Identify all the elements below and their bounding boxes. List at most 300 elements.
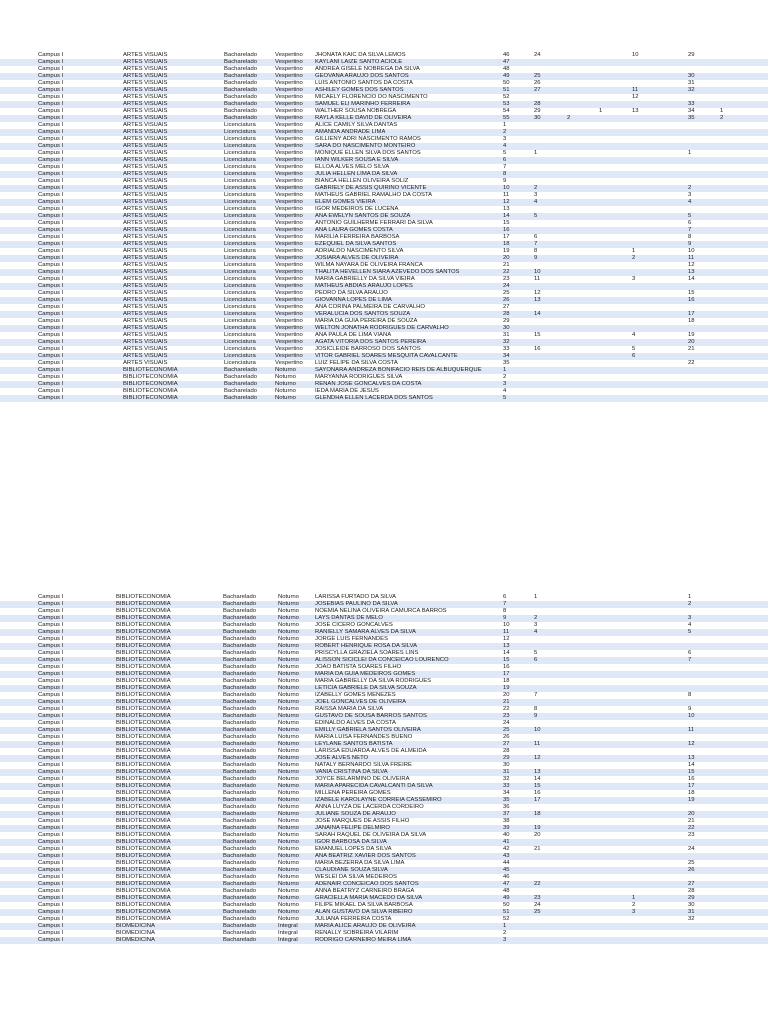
table-row [0,374,768,381]
table-row [0,339,768,346]
degree-cell: Licenciatura [224,276,256,282]
student-name-cell: LETICIA GABRIELE DA SILVA SOUZA [315,685,417,691]
table-row [0,157,768,164]
course-cell: BIBLIOTECONOMIA [116,839,171,845]
table-row [0,860,768,867]
table-section-1 [0,52,768,402]
course-cell: ARTES VISUAIS [123,122,168,128]
shift-cell: Vespertino [275,213,303,219]
course-cell: BIBLIOTECONOMIA [116,748,171,754]
course-cell: ARTES VISUAIS [123,276,168,282]
course-cell: ARTES VISUAIS [123,136,168,142]
table-row [0,59,768,66]
table-row [0,615,768,622]
campus-cell: Campus I [38,881,64,887]
table-row [0,94,768,101]
score-cell-6: 25 [688,860,695,866]
table-row [0,101,768,108]
rank-cell: 15 [503,657,510,663]
student-name-cell: GIOVANNA LOPES DE LIMA [315,297,392,303]
campus-cell: Campus I [38,783,64,789]
shift-cell: Noturno [278,643,299,649]
campus-cell: Campus I [38,720,64,726]
course-cell: BIBLIOTECONOMIA [116,685,171,691]
score-cell-6: 2 [688,601,692,607]
shift-cell: Integral [278,937,298,943]
shift-cell: Vespertino [275,108,303,114]
campus-cell: Campus I [38,171,64,177]
student-name-cell: THALITA HEVELLEN SIARA AZEVEDO DOS SANTOS [315,269,460,275]
campus-cell: Campus I [38,283,64,289]
score-cell-6: 29 [688,895,695,901]
score-cell-1: 5 [534,213,538,219]
course-cell: BIBLIOTECONOMIA [123,388,178,394]
campus-cell: Campus I [38,388,64,394]
course-cell: BIBLIOTECONOMIA [116,671,171,677]
rank-cell: 2 [503,374,507,380]
campus-cell: Campus I [38,713,64,719]
campus-cell: Campus I [38,318,64,324]
campus-cell: Campus I [38,199,64,205]
course-cell: BIOMEDICINA [116,930,155,936]
table-row [0,283,768,290]
score-cell-6: 22 [688,360,695,366]
degree-cell: Bacharelado [223,594,257,600]
table-row [0,129,768,136]
campus-cell: Campus I [38,636,64,642]
student-name-cell: IZABELLY GOMES MENEZES [315,692,396,698]
campus-cell: Campus I [38,825,64,831]
campus-cell: Campus I [38,776,64,782]
table-row [0,136,768,143]
campus-cell: Campus I [38,818,64,824]
degree-cell: Bacharelado [223,762,257,768]
table-row [0,818,768,825]
student-name-cell: ANA CORINA PALMEIRA DE CARVALHO [315,304,425,310]
shift-cell: Vespertino [275,269,303,275]
score-cell-1: 7 [534,241,538,247]
student-name-cell: JOYCE BELARMINO DE OLIVEIRA [315,776,410,782]
campus-cell: Campus I [38,332,64,338]
score-cell-6: 3 [688,615,692,621]
rank-cell: 34 [503,790,510,796]
score-cell-6: 24 [688,846,695,852]
student-name-cell: WESLEI DA SILVA MEDEIROS [315,874,397,880]
course-cell: BIBLIOTECONOMIA [116,664,171,670]
degree-cell: Licenciatura [224,213,256,219]
rank-cell: 7 [503,601,507,607]
shift-cell: Noturno [278,916,299,922]
student-name-cell: KAYLANI LAIZE SANTO ACIOLE [315,59,403,65]
table-row [0,360,768,367]
score-cell-6: 33 [688,101,695,107]
student-name-cell: NOEMIA NELINA OLIVEIRA CAMURCA BARROS [315,608,447,614]
campus-cell: Campus I [38,339,64,345]
degree-cell: Licenciatura [224,129,256,135]
student-name-cell: IEDA MARIA DE JESUS [315,388,379,394]
course-cell: BIBLIOTECONOMIA [116,755,171,761]
score-cell-6: 20 [688,811,695,817]
shift-cell: Noturno [278,804,299,810]
score-cell-1: 19 [534,825,541,831]
student-name-cell: BIANCA HELLEN OLIVEIRA SOLIZ [315,178,409,184]
rank-cell: 10 [503,185,510,191]
score-cell-6: 28 [688,888,695,894]
campus-cell: Campus I [38,923,64,929]
score-cell-6: 23 [688,832,695,838]
course-cell: BIBLIOTECONOMIA [116,888,171,894]
course-cell: ARTES VISUAIS [123,353,168,359]
rank-cell: 12 [503,199,510,205]
rank-cell: 52 [503,916,510,922]
student-name-cell: JANAINA FELIPE DELMIRO [315,825,390,831]
rank-cell: 26 [503,297,510,303]
shift-cell: Vespertino [275,339,303,345]
degree-cell: Licenciatura [224,283,256,289]
score-cell-1: 25 [534,73,541,79]
student-name-cell: JOSE MARQUES DE ASSIS FILHO [315,818,410,824]
student-name-cell: MARIA APARECIDA CAVALCANTI DA SILVA [315,783,433,789]
degree-cell: Bacharelado [223,685,257,691]
campus-cell: Campus I [38,930,64,936]
campus-cell: Campus I [38,671,64,677]
shift-cell: Noturno [278,769,299,775]
degree-cell: Licenciatura [224,185,256,191]
rank-cell: 1 [503,122,507,128]
student-name-cell: VANIA CRISTINA DA SILVA [315,769,388,775]
degree-cell: Bacharelado [224,52,258,58]
degree-cell: Bacharelado [223,797,257,803]
degree-cell: Bacharelado [223,741,257,747]
campus-cell: Campus I [38,185,64,191]
shift-cell: Vespertino [275,255,303,261]
table-row [0,594,768,601]
shift-cell: Vespertino [275,52,303,58]
student-name-cell: JOSICLEIDE BARROSO DOS SANTOS [315,346,421,352]
rank-cell: 19 [503,685,510,691]
rank-cell: 29 [503,318,510,324]
degree-cell: Bacharelado [223,930,257,936]
degree-cell: Bacharelado [223,755,257,761]
shift-cell: Vespertino [275,73,303,79]
shift-cell: Vespertino [275,311,303,317]
shift-cell: Vespertino [275,304,303,310]
shift-cell: Noturno [278,839,299,845]
table-row [0,73,768,80]
course-cell: BIOMEDICINA [116,937,155,943]
score-cell-7: 2 [720,115,724,121]
shift-cell: Noturno [278,825,299,831]
rank-cell: 3 [503,381,507,387]
score-cell-6: 7 [688,227,692,233]
shift-cell: Noturno [278,748,299,754]
student-name-cell: MARIA DA GUIA PEREIRA DE SOUZA [315,318,418,324]
table-row [0,790,768,797]
degree-cell: Bacharelado [224,101,258,107]
degree-cell: Bacharelado [224,374,258,380]
degree-cell: Licenciatura [224,122,256,128]
degree-cell: Bacharelado [223,874,257,880]
degree-cell: Bacharelado [223,909,257,915]
degree-cell: Bacharelado [223,804,257,810]
campus-cell: Campus I [38,66,64,72]
table-row [0,846,768,853]
rank-cell: 48 [503,888,510,894]
shift-cell: Noturno [278,601,299,607]
score-cell-6: 11 [688,255,695,261]
course-cell: ARTES VISUAIS [123,52,168,58]
rank-cell: 16 [503,664,510,670]
score-cell-6: 31 [688,909,695,915]
table-row [0,664,768,671]
degree-cell: Licenciatura [224,171,256,177]
student-name-cell: MARIA BEZERRA DA SILVA LIMA [315,860,405,866]
rank-cell: 3 [503,136,507,142]
student-name-cell: MARIA DA GUIA MEDEIROS GOMES [315,671,416,677]
student-name-cell: IGOR MEDEIROS DE LUCENA [315,206,399,212]
rank-cell: 20 [503,255,510,261]
student-name-cell: WALTHER SOUSA NOBREGA [315,108,397,114]
campus-cell: Campus I [38,699,64,705]
shift-cell: Noturno [278,860,299,866]
rank-cell: 35 [503,360,510,366]
table-row [0,332,768,339]
shift-cell: Noturno [278,734,299,740]
student-name-cell: RAISSA MARIA DA SILVA [315,706,384,712]
degree-cell: Licenciatura [224,325,256,331]
shift-cell: Vespertino [275,87,303,93]
campus-cell: Campus I [38,741,64,747]
course-cell: BIBLIOTECONOMIA [116,706,171,712]
degree-cell: Licenciatura [224,311,256,317]
campus-cell: Campus I [38,395,64,401]
student-name-cell: PRISCYLLA GRAZIELA SOARES LINS [315,650,419,656]
shift-cell: Vespertino [275,248,303,254]
score-cell-6: 13 [688,755,695,761]
student-name-cell: WILMA NAYARA DE OLIVEIRA FRANCA [315,262,423,268]
score-cell-6: 35 [688,115,695,121]
campus-cell: Campus I [38,94,64,100]
campus-cell: Campus I [38,192,64,198]
campus-cell: Campus I [38,227,64,233]
course-cell: BIBLIOTECONOMIA [116,727,171,733]
degree-cell: Bacharelado [223,923,257,929]
course-cell: BIBLIOTECONOMIA [116,601,171,607]
course-cell: BIBLIOTECONOMIA [116,811,171,817]
degree-cell: Bacharelado [223,615,257,621]
campus-cell: Campus I [38,262,64,268]
rank-cell: 49 [503,895,510,901]
score-cell-6: 22 [688,825,695,831]
table-row [0,720,768,727]
degree-cell: Licenciatura [224,220,256,226]
table-row [0,832,768,839]
degree-cell: Bacharelado [223,678,257,684]
score-cell-1: 13 [534,769,541,775]
course-cell: ARTES VISUAIS [123,94,168,100]
student-name-cell: ANNA BEATRYZ CARNEIRO BRAGA [315,888,415,894]
score-cell-1: 21 [534,846,541,852]
student-name-cell: LUIS ANTONIO SANTOS DA COSTA [315,80,413,86]
degree-cell: Bacharelado [224,66,258,72]
score-cell-4: 13 [632,108,639,114]
rank-cell: 4 [503,143,507,149]
shift-cell: Vespertino [275,122,303,128]
course-cell: BIBLIOTECONOMIA [116,832,171,838]
degree-cell: Bacharelado [223,720,257,726]
degree-cell: Licenciatura [224,234,256,240]
rank-cell: 22 [503,269,510,275]
shift-cell: Noturno [278,762,299,768]
student-name-cell: ANA LAURA GOMES COSTA [315,227,393,233]
degree-cell: Licenciatura [224,353,256,359]
score-cell-1: 4 [534,629,538,635]
rank-cell: 38 [503,818,510,824]
table-row [0,636,768,643]
student-name-cell: VERALUCIA DOS SANTOS SOUZA [315,311,411,317]
student-name-cell: ROBERT HENRIQUE ROSA DA SILVA [315,643,418,649]
degree-cell: Bacharelado [223,776,257,782]
table-row [0,671,768,678]
student-name-cell: NATALY BERNARDO SILVA FREIRE [315,762,412,768]
table-row [0,143,768,150]
degree-cell: Bacharelado [224,395,258,401]
score-cell-6: 26 [688,867,695,873]
degree-cell: Bacharelado [223,699,257,705]
rank-cell: 51 [503,87,510,93]
score-cell-1: 14 [534,311,541,317]
score-cell-6: 12 [688,741,695,747]
course-cell: BIBLIOTECONOMIA [116,678,171,684]
campus-cell: Campus I [38,122,64,128]
student-name-cell: MARIA GABRIELLY DA SILVA RODRIGUES [315,678,432,684]
campus-cell: Campus I [38,790,64,796]
score-cell-1: 16 [534,790,541,796]
shift-cell: Vespertino [275,129,303,135]
score-cell-6: 15 [688,290,695,296]
table-row [0,108,768,115]
campus-cell: Campus I [38,115,64,121]
course-cell: ARTES VISUAIS [123,171,168,177]
student-name-cell: GUSTAVO DE SOUSA BARROS SANTOS [315,713,427,719]
course-cell: ARTES VISUAIS [123,339,168,345]
score-cell-4: 2 [632,255,636,261]
degree-cell: Bacharelado [223,727,257,733]
shift-cell: Vespertino [275,185,303,191]
student-name-cell: SARA DO NASCIMENTO MONTEIRO [315,143,416,149]
score-cell-1: 15 [534,783,541,789]
campus-cell: Campus I [38,769,64,775]
rank-cell: 13 [503,643,510,649]
degree-cell: Bacharelado [223,783,257,789]
shift-cell: Vespertino [275,192,303,198]
score-cell-6: 14 [688,762,695,768]
degree-cell: Licenciatura [224,199,256,205]
table-row [0,685,768,692]
rank-cell: 49 [503,73,510,79]
campus-cell: Campus I [38,874,64,880]
degree-cell: Bacharelado [224,367,258,373]
campus-cell: Campus I [38,797,64,803]
course-cell: ARTES VISUAIS [123,255,168,261]
rank-cell: 46 [503,52,510,58]
course-cell: BIBLIOTECONOMIA [116,762,171,768]
score-cell-1: 13 [534,297,541,303]
student-name-cell: ANA BEATRIZ XAVIER DOS SANTOS [315,853,416,859]
rank-cell: 31 [503,332,510,338]
campus-cell: Campus I [38,297,64,303]
table-row [0,629,768,636]
campus-cell: Campus I [38,888,64,894]
score-cell-3: 1 [599,108,603,114]
table-row [0,388,768,395]
course-cell: ARTES VISUAIS [123,164,168,170]
campus-cell: Campus I [38,601,64,607]
table-row [0,923,768,930]
campus-cell: Campus I [38,206,64,212]
rank-cell: 21 [503,699,510,705]
table-row [0,353,768,360]
degree-cell: Bacharelado [224,87,258,93]
rank-cell: 17 [503,671,510,677]
campus-cell: Campus I [38,59,64,65]
table-row [0,853,768,860]
student-name-cell: ANTONIO GUILHERME FERRARI DA SILVA [315,220,433,226]
degree-cell: Licenciatura [224,332,256,338]
score-cell-6: 5 [688,213,692,219]
table-row [0,290,768,297]
student-name-cell: GILLIENY ADRI NASCIMENTO RAMOS [315,136,421,142]
student-name-cell: EDINALDO ALVES DA COSTA [315,720,396,726]
score-cell-1: 14 [534,776,541,782]
campus-cell: Campus I [38,860,64,866]
course-cell: ARTES VISUAIS [123,115,168,121]
degree-cell: Licenciatura [224,178,256,184]
course-cell: BIBLIOTECONOMIA [116,699,171,705]
table-row [0,930,768,937]
degree-cell: Bacharelado [223,860,257,866]
shift-cell: Vespertino [275,318,303,324]
score-cell-4: 12 [632,94,639,100]
score-cell-1: 2 [534,185,538,191]
student-name-cell: IANN WILKER SOUSA E SILVA [315,157,399,163]
degree-cell: Licenciatura [224,346,256,352]
campus-cell: Campus I [38,909,64,915]
student-name-cell: ADRIALDO NASCIMENTO SILVA [315,248,404,254]
table-row [0,220,768,227]
shift-cell: Vespertino [275,101,303,107]
campus-cell: Campus I [38,255,64,261]
shift-cell: Vespertino [275,360,303,366]
campus-cell: Campus I [38,846,64,852]
table-row [0,115,768,122]
campus-cell: Campus I [38,269,64,275]
rank-cell: 47 [503,59,510,65]
degree-cell: Bacharelado [223,650,257,656]
student-name-cell: RENAN JOSE GONCALVES DA COSTA [315,381,422,387]
rank-cell: 52 [503,94,510,100]
shift-cell: Noturno [278,818,299,824]
degree-cell: Bacharelado [223,790,257,796]
course-cell: ARTES VISUAIS [123,143,168,149]
degree-cell: Bacharelado [223,811,257,817]
rank-cell: 12 [503,636,510,642]
rank-cell: 18 [503,678,510,684]
course-cell: ARTES VISUAIS [123,101,168,107]
score-cell-6: 16 [688,297,695,303]
degree-cell: Licenciatura [224,241,256,247]
table-row [0,713,768,720]
